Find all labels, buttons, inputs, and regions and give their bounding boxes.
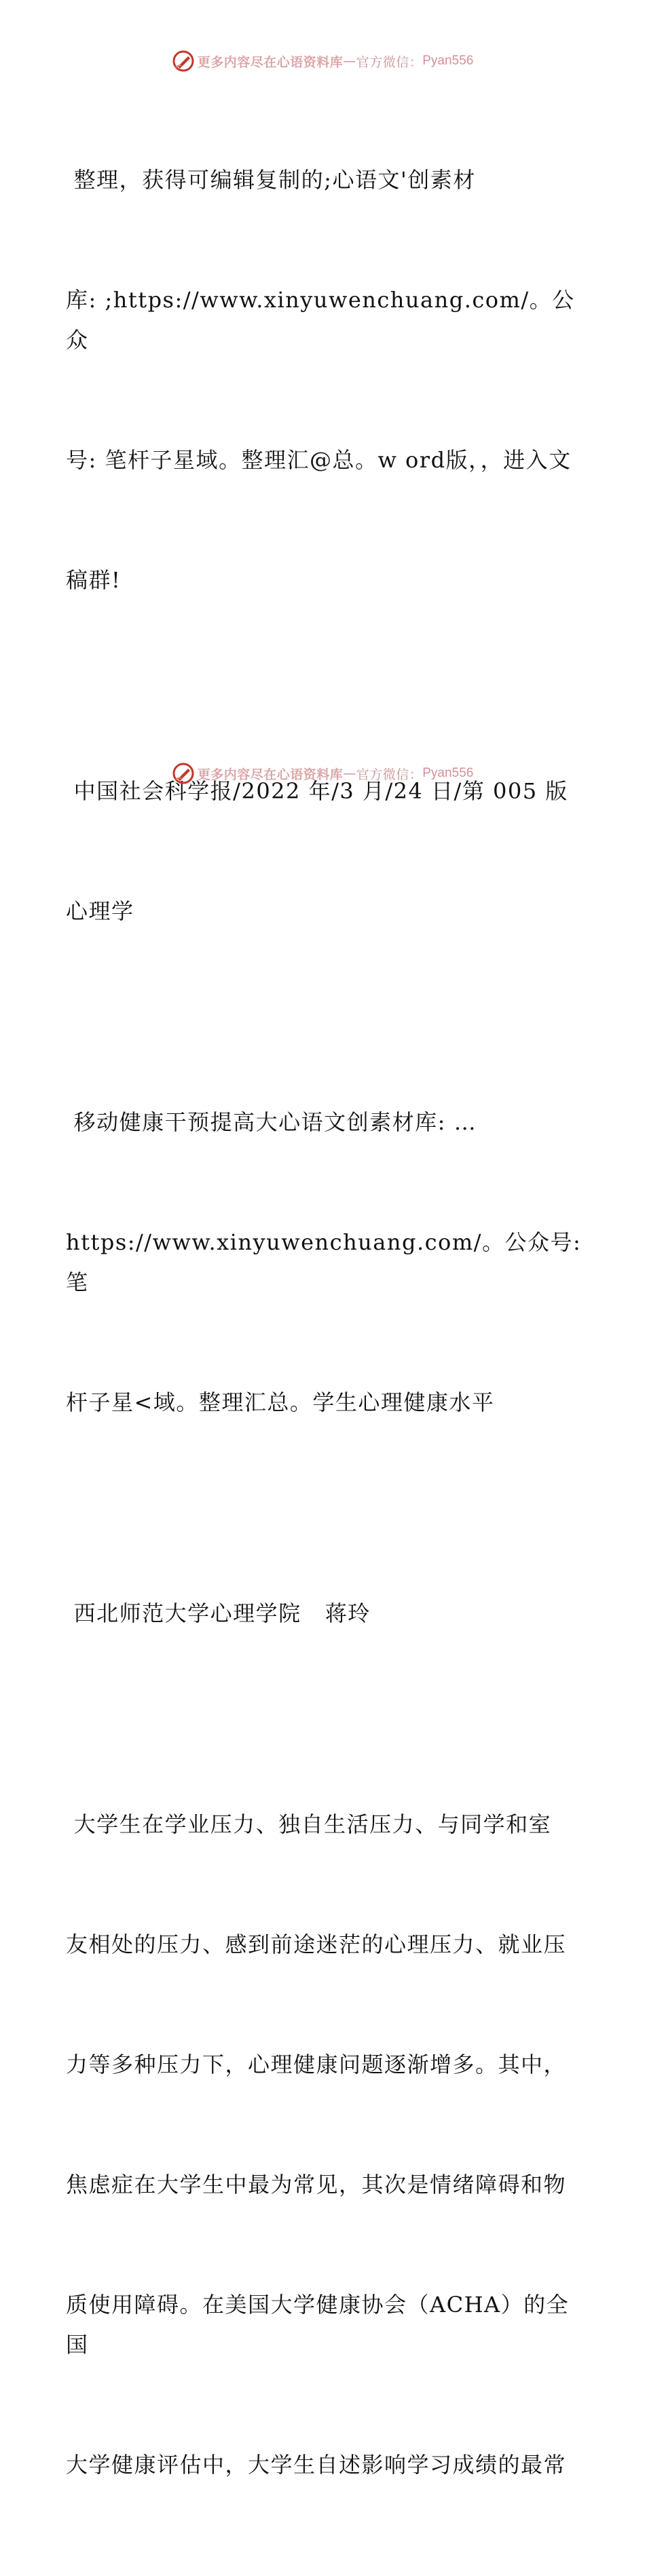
text-line: 友相处的压力、感到前途迷茫的心理压力、就业压 bbox=[66, 1931, 567, 1957]
watermark-main-text: 更多内容尽在心语资料库 bbox=[197, 54, 344, 70]
paragraph-title bbox=[66, 1022, 589, 1503]
text-line: 号: 笔杆子星域。整理汇@总。w ord版，，进入文 bbox=[66, 447, 572, 473]
text-line: 质使用障碍。在美国大学健康协会（ACHA）的全国 bbox=[66, 2292, 570, 2358]
text-line: 整理，获得可编辑复制的;心语文'创素材 bbox=[66, 167, 476, 193]
paragraph-author bbox=[66, 1514, 582, 1714]
text-line: 大学健康评估中，大学生自述影响学习成绩的最常 bbox=[66, 2452, 567, 2478]
paragraph-notice bbox=[66, 80, 582, 680]
text-line: 杆子星<域。整理汇总。学生心理健康水平 bbox=[66, 1389, 495, 1415]
header-watermark-banner bbox=[0, 47, 645, 75]
watermark-separator: — bbox=[343, 766, 356, 781]
paragraph-source bbox=[66, 691, 582, 1012]
watermark-wechat-label: 官方微信： bbox=[356, 54, 423, 70]
text-line: 力等多种压力下，心理健康问题逐渐增多。其中， bbox=[66, 2052, 567, 2077]
text-line: 稿群! bbox=[66, 567, 122, 593]
watermark-wechat-id: Pyan556 bbox=[422, 766, 474, 780]
text-line: 库: ;https://www.xinyuwenchuang.com/。公众 bbox=[66, 287, 575, 353]
text-line: 西北师范大学心理学院 蒋玲 bbox=[66, 1600, 371, 1626]
footer-watermark-banner bbox=[0, 760, 645, 787]
text-line: 中国社会科学报/2022 年/3 月/24 日/第 005 版 bbox=[66, 778, 568, 804]
watermark-separator: — bbox=[343, 54, 356, 69]
watermark-wechat-label: 官方微信： bbox=[356, 767, 423, 782]
text-line: 心理学 bbox=[66, 898, 134, 924]
watermark-main-text: 更多内容尽在心语资料库 bbox=[197, 767, 344, 782]
paragraph-body bbox=[66, 1725, 582, 2565]
watermark-wechat-id: Pyan556 bbox=[422, 54, 474, 68]
quill-pen-logo-icon bbox=[172, 50, 195, 73]
text-line: 大学生在学业压力、独自生活压力、与同学和室 bbox=[66, 1811, 552, 1837]
text-line: 移动健康干预提高大心语文创素材库: … bbox=[66, 1109, 477, 1135]
text-line: https://www.xinyuwenchuang.com/。公众号: 笔 bbox=[66, 1229, 589, 1295]
document-body bbox=[66, 80, 589, 2576]
quill-pen-logo-icon bbox=[172, 762, 195, 785]
text-line: 焦虑症在大学生中最为常见，其次是情绪障碍和物 bbox=[66, 2172, 567, 2197]
